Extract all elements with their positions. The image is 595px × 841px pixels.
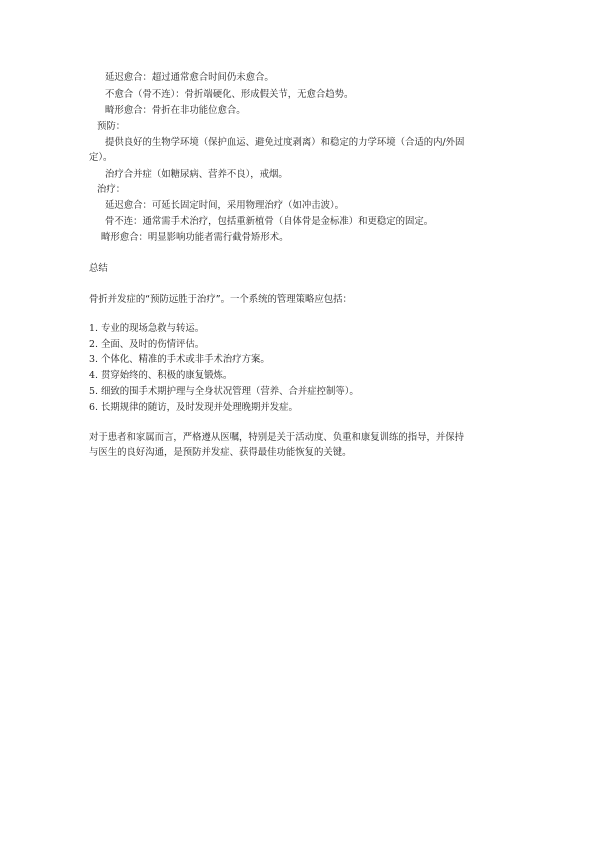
prevention-item-comorbidity: 治疗合并症（如糖尿病、营养不良），戒烟。: [105, 169, 288, 180]
malunion-text: 畸形愈合：骨折在非功能位愈合。: [105, 105, 246, 116]
list-item-text: 贯穿始终的、积极的康复锻炼。: [101, 370, 233, 381]
prevention-item-environment: 提供良好的生物学环境（保护血运、避免过度剥离）和稳定的力学环境（合适的内/外固: [105, 137, 465, 148]
summary-intro: 骨折并发症的“预防远胜于治疗”。一个系统的管理策略应包括：: [89, 294, 352, 305]
summary-list-item: [89, 386, 359, 398]
summary-list-item: [89, 339, 204, 351]
list-number: 1.: [89, 323, 98, 334]
list-item-text: 专业的现场急救与转运。: [101, 323, 205, 334]
list-number: 3.: [89, 354, 98, 365]
prevention-heading: 预防：: [97, 121, 126, 132]
summary-list-item: [89, 402, 298, 414]
treatment-delayed-union: 延迟愈合：可延长固定时间，采用物理治疗（如冲击波）。: [105, 200, 345, 211]
summary-list-item: [89, 370, 232, 382]
list-item-text: 长期规律的随访，及时发现并处理晚期并发症。: [101, 402, 298, 413]
list-item-text: 细致的围手术期护理与全身状况管理（营养、合并症控制等）。: [101, 386, 359, 397]
treatment-malunion: 畸形愈合：明显影响功能者需行截骨矫形术。: [101, 232, 289, 243]
delayed-union-text: 延迟愈合：超过通常愈合时间仍未愈合。: [105, 72, 274, 83]
summary-heading: 总结: [89, 263, 108, 274]
list-number: 2.: [89, 339, 98, 350]
list-number: 4.: [89, 370, 98, 381]
nonunion-text: 不愈合（骨不连）：骨折端硬化、形成假关节，无愈合趋势。: [105, 89, 354, 100]
list-item-text: 个体化、精准的手术或非手术治疗方案。: [101, 354, 270, 365]
summary-list-item: [89, 354, 270, 366]
treatment-heading: 治疗：: [97, 184, 126, 195]
prevention-item-environment-cont: 定）。: [89, 152, 113, 163]
closing-paragraph-line2: 与医生的良好沟通，是预防并发症、获得最佳功能恢复的关键。: [89, 447, 352, 458]
summary-list-item: [89, 323, 204, 335]
list-item-text: 全面、及时的伤情评估。: [101, 339, 205, 350]
list-number: 6.: [89, 402, 98, 413]
closing-paragraph-line1: 对于患者和家属而言，严格遵从医嘱，特别是关于活动度、负重和康复训练的指导，并保持: [89, 432, 465, 443]
treatment-nonunion: 骨不连：通常需手术治疗，包括重新植骨（自体骨是金标准）和更稳定的固定。: [105, 216, 434, 227]
list-number: 5.: [89, 386, 98, 397]
